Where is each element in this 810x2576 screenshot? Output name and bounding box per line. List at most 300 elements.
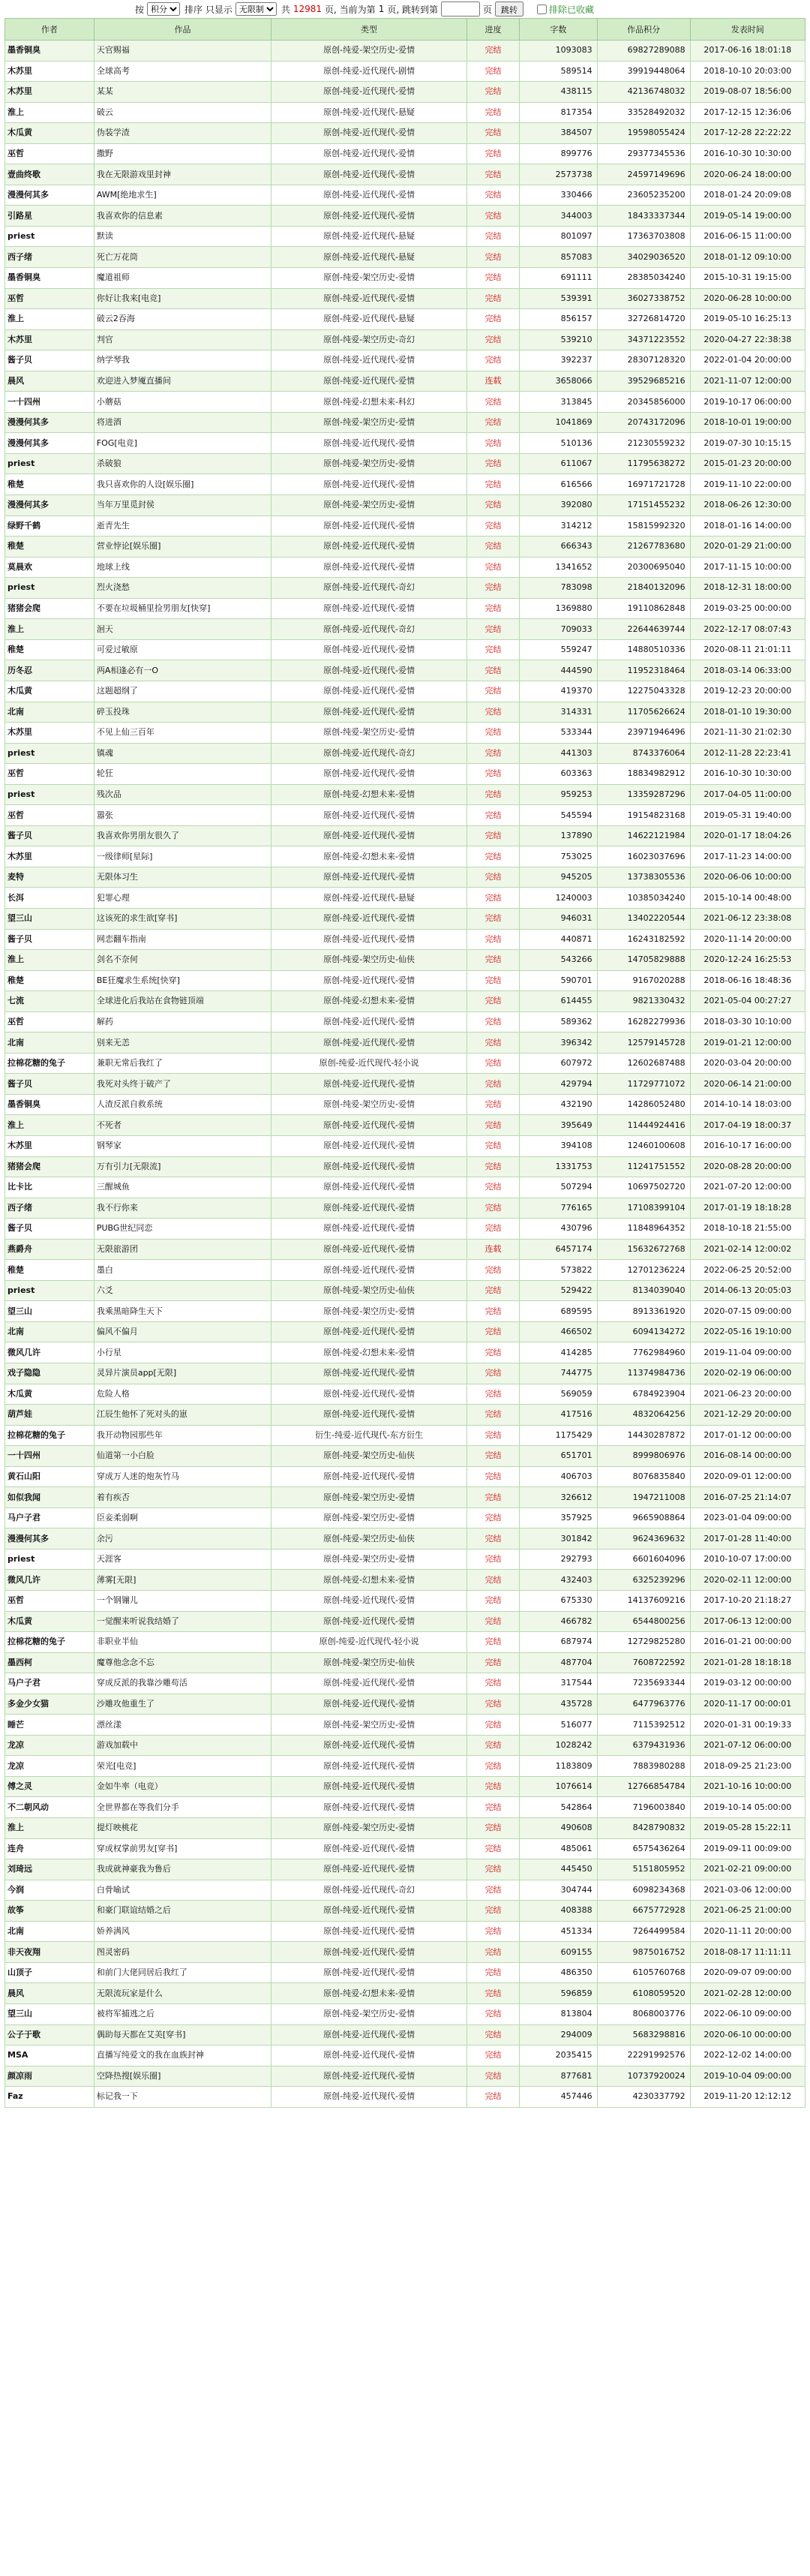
title-link[interactable]: BE狂魔求生系统[快穿] [94, 970, 271, 991]
published-cell: 2021-06-23 20:00:00 [690, 1384, 805, 1405]
wordcount-cell: 510136 [520, 433, 598, 454]
current-page: 1 [378, 4, 385, 14]
table-row [5, 309, 806, 330]
published-cell: 2021-05-04 00:27:27 [690, 991, 805, 1012]
author-link[interactable]: 巫哲 [5, 288, 94, 309]
published-cell: 2016-10-17 16:00:00 [690, 1135, 805, 1156]
table-row [5, 1507, 806, 1528]
author-link[interactable]: 今润 [5, 1880, 94, 1901]
author-link[interactable]: 漫漫何其多 [5, 412, 94, 433]
title-link[interactable]: 魔道祖师 [94, 268, 271, 289]
author-link[interactable]: 木瓜黄 [5, 681, 94, 702]
title-link[interactable]: 嚣张 [94, 805, 271, 826]
title-link[interactable]: 江辰生他怀了死对头的崽 [94, 1405, 271, 1426]
title-link[interactable]: 小蘑菇 [94, 392, 271, 413]
author-link[interactable]: 巫哲 [5, 805, 94, 826]
title-link[interactable]: 不要在垃圾桶里捡男朋友[快穿] [94, 598, 271, 619]
author-link[interactable]: priest [5, 1280, 94, 1301]
published-cell: 2021-11-30 21:02:30 [690, 723, 805, 744]
author-link[interactable]: 拉棉花糖的兔子 [5, 1425, 94, 1446]
title-link[interactable]: 当年万里觅封侯 [94, 495, 271, 516]
wordcount-cell: 485061 [520, 1838, 598, 1859]
col-title[interactable]: 作品 [94, 19, 271, 41]
title-link[interactable]: 这题超纲了 [94, 681, 271, 702]
title-link[interactable]: 判官 [94, 329, 271, 350]
author-link[interactable]: MSA [5, 2045, 94, 2067]
author-link[interactable]: 燕爵舟 [5, 1239, 94, 1260]
author-link[interactable]: priest [5, 453, 94, 474]
title-link[interactable]: 天官赐福 [94, 41, 271, 62]
author-link[interactable]: 颜凉雨 [5, 2066, 94, 2087]
author-link[interactable]: 多金少女猫 [5, 1694, 94, 1715]
published-cell: 2016-06-15 11:00:00 [690, 226, 805, 247]
title-link[interactable]: 空降热搜[娱乐圈] [94, 2066, 271, 2087]
title-link[interactable]: 无限流玩家是什么 [94, 1983, 271, 2004]
table-row [5, 1859, 806, 1880]
author-link[interactable]: 稚楚 [5, 474, 94, 495]
title-link[interactable]: 地球上线 [94, 557, 271, 578]
author-link[interactable]: 龙凉 [5, 1735, 94, 1756]
type-cell: 原创-纯爱-近代现代-爱情 [272, 929, 467, 950]
title-link[interactable]: 破云2吞海 [94, 309, 271, 330]
wordcount-cell: 959253 [520, 784, 598, 805]
title-link[interactable]: 洄天 [94, 619, 271, 640]
title-link[interactable]: 我乘黑暗降生天下 [94, 1301, 271, 1322]
published-cell: 2020-01-31 00:19:33 [690, 1715, 805, 1736]
status-cell: 完结 [466, 888, 519, 909]
published-cell: 2021-02-21 09:00:00 [690, 1859, 805, 1880]
score-cell: 7883980288 [597, 1756, 690, 1777]
title-link[interactable]: 标记我一下 [94, 2087, 271, 2108]
author-link[interactable]: 非天夜翔 [5, 1942, 94, 1963]
title-link[interactable]: 欢迎进入梦魇直播间 [94, 371, 271, 392]
title-link[interactable]: 余污 [94, 1528, 271, 1550]
title-link[interactable]: 仙道第一小白脸 [94, 1446, 271, 1467]
title-link[interactable]: 一觉醒来听说我结婚了 [94, 1611, 271, 1632]
title-link[interactable]: 犯罪心理 [94, 888, 271, 909]
author-link[interactable]: 淮上 [5, 309, 94, 330]
type-cell: 原创-纯爱-近代现代-爱情 [272, 2087, 467, 2108]
author-link[interactable]: 木苏里 [5, 329, 94, 350]
title-link[interactable]: 游戏加载中 [94, 1735, 271, 1756]
author-link[interactable]: 历冬忍 [5, 660, 94, 681]
title-link[interactable]: 逝青先生 [94, 516, 271, 537]
table-row [5, 226, 806, 247]
col-score[interactable]: 作品积分 [597, 19, 690, 41]
col-status[interactable]: 进度 [466, 19, 519, 41]
author-link[interactable]: 酱子贝 [5, 929, 94, 950]
author-link[interactable]: priest [5, 226, 94, 247]
author-link[interactable]: 稚楚 [5, 1260, 94, 1281]
status-cell: 完结 [466, 1756, 519, 1777]
title-link[interactable]: 营业悖论[娱乐圈] [94, 537, 271, 558]
title-link[interactable]: 全世界都在等我们分手 [94, 1797, 271, 1818]
exclude-favorites[interactable] [537, 3, 594, 16]
score-cell: 7264499584 [597, 1921, 690, 1942]
author-link[interactable]: 连舟 [5, 1838, 94, 1859]
author-link[interactable]: 山顶子 [5, 1962, 94, 1983]
type-cell: 原创-纯爱-近代现代-爱情 [272, 1405, 467, 1426]
author-link[interactable]: 漫漫何其多 [5, 495, 94, 516]
wordcount-cell: 545594 [520, 805, 598, 826]
author-link[interactable]: 黄石山阳 [5, 1466, 94, 1487]
wordcount-cell: 330466 [520, 185, 598, 206]
author-link[interactable]: 北南 [5, 1033, 94, 1054]
table-row [5, 1033, 806, 1054]
wordcount-cell: 314212 [520, 516, 598, 537]
author-link[interactable]: 望三山 [5, 908, 94, 929]
title-link[interactable]: 轮狂 [94, 764, 271, 785]
title-link[interactable]: 纳学琴我 [94, 350, 271, 371]
wordcount-cell: 857083 [520, 247, 598, 268]
title-link[interactable]: 六爻 [94, 1280, 271, 1301]
title-link[interactable]: 网恋翻车指南 [94, 929, 271, 950]
title-link[interactable]: 我喜欢你男朋友很久了 [94, 825, 271, 846]
wordcount-cell: 406703 [520, 1466, 598, 1487]
author-link[interactable]: 晨风 [5, 371, 94, 392]
status-cell: 完结 [466, 908, 519, 929]
author-link[interactable]: 北南 [5, 1921, 94, 1942]
author-link[interactable]: 墨香铜臭 [5, 268, 94, 289]
published-cell: 2023-01-04 09:00:00 [690, 1507, 805, 1528]
author-link[interactable]: 故筝 [5, 1901, 94, 1922]
title-link[interactable]: 万有引力[无限流] [94, 1156, 271, 1177]
author-link[interactable]: 巫哲 [5, 143, 94, 164]
author-link[interactable]: 葫芦娃 [5, 1405, 94, 1426]
title-link[interactable]: 非职业半仙 [94, 1632, 271, 1653]
author-link[interactable]: 稚楚 [5, 970, 94, 991]
wordcount-cell: 451334 [520, 1921, 598, 1942]
table-row [5, 2003, 806, 2024]
title-link[interactable]: 全球高考 [94, 61, 271, 82]
col-wordcount[interactable]: 字数 [520, 19, 598, 41]
status-cell: 完结 [466, 537, 519, 558]
wordcount-cell: 137890 [520, 825, 598, 846]
title-link[interactable]: 碎玉投珠 [94, 702, 271, 723]
author-link[interactable]: 酱子贝 [5, 350, 94, 371]
status-cell: 完结 [466, 970, 519, 991]
title-link[interactable]: 无限体习生 [94, 867, 271, 888]
table-row [5, 764, 806, 785]
table-row [5, 660, 806, 681]
author-link[interactable]: 墨香铜臭 [5, 1094, 94, 1115]
type-cell: 原创-纯爱-架空历史-爱情 [272, 723, 467, 744]
author-link[interactable]: 莫晨欢 [5, 557, 94, 578]
author-link[interactable]: 傅之灵 [5, 1776, 94, 1797]
title-link[interactable]: 不死者 [94, 1115, 271, 1136]
title-link[interactable]: 一个钢镚儿 [94, 1591, 271, 1612]
title-link[interactable]: 我开动物园那些年 [94, 1425, 271, 1446]
author-link[interactable]: priest [5, 784, 94, 805]
title-link[interactable]: 你好让我来[电竞] [94, 288, 271, 309]
author-link[interactable]: 木苏里 [5, 846, 94, 867]
score-cell: 32726814720 [597, 309, 690, 330]
author-link[interactable]: 刘琦远 [5, 1859, 94, 1880]
published-cell: 2014-06-13 20:05:03 [690, 1280, 805, 1301]
author-link[interactable]: priest [5, 578, 94, 599]
author-link[interactable]: 木苏里 [5, 1135, 94, 1156]
title-link[interactable]: 一级律师[星际] [94, 846, 271, 867]
title-link[interactable]: 着有疾否 [94, 1487, 271, 1508]
title-link[interactable]: 我成就神豪我为鲁后 [94, 1859, 271, 1880]
title-link[interactable]: 剑名不奈何 [94, 950, 271, 971]
author-link[interactable]: 戏子隐隐 [5, 1363, 94, 1384]
title-link[interactable]: 两A相逢必有一O [94, 660, 271, 681]
wordcount-cell: 408388 [520, 1901, 598, 1922]
type-cell: 原创-纯爱-架空历史-爱情 [272, 453, 467, 474]
wordcount-cell: 444590 [520, 660, 598, 681]
author-link[interactable]: 望三山 [5, 1301, 94, 1322]
author-link[interactable]: 公子于歌 [5, 2024, 94, 2045]
type-cell: 原创-纯爱-近代现代-爱情 [272, 1260, 467, 1281]
title-link[interactable]: 直播写纯爱文的我在血族封神 [94, 2045, 271, 2067]
title-link[interactable]: 某某 [94, 82, 271, 103]
author-link[interactable]: 墨香铜臭 [5, 41, 94, 62]
status-cell: 完结 [466, 392, 519, 413]
published-cell: 2018-08-17 11:11:11 [690, 1942, 805, 1963]
author-link[interactable]: 马户子君 [5, 1673, 94, 1694]
table-row [5, 1652, 806, 1673]
status-cell: 完结 [466, 1797, 519, 1818]
score-cell: 7235693344 [597, 1673, 690, 1694]
author-link[interactable]: 西子绪 [5, 247, 94, 268]
title-link[interactable]: 全球进化后我站在食物链顶端 [94, 991, 271, 1012]
title-link[interactable]: 和前门大佬同居后我红了 [94, 1962, 271, 1983]
author-link[interactable]: 稚楚 [5, 537, 94, 558]
wordcount-cell: 877681 [520, 2066, 598, 2087]
author-link[interactable]: 微风几许 [5, 1570, 94, 1591]
title-link[interactable]: 魔尊他念念不忘 [94, 1652, 271, 1673]
author-link[interactable]: 不二朝风动 [5, 1797, 94, 1818]
author-link[interactable]: 木苏里 [5, 61, 94, 82]
table-row [5, 495, 806, 516]
title-link[interactable]: 穿成反派的我靠沙雕苟活 [94, 1673, 271, 1694]
table-row [5, 1611, 806, 1632]
author-link[interactable]: 淮上 [5, 1818, 94, 1839]
wordcount-cell: 3658066 [520, 371, 598, 392]
published-cell: 2019-09-11 00:09:00 [690, 1838, 805, 1859]
author-link[interactable]: 猪猪会爬 [5, 598, 94, 619]
wordcount-cell: 899776 [520, 143, 598, 164]
type-cell: 原创-纯爱-近代现代-爱情 [272, 123, 467, 144]
author-link[interactable]: 酱子贝 [5, 1074, 94, 1095]
wordcount-cell: 1076614 [520, 1776, 598, 1797]
title-link[interactable]: 金如牛率（电竞） [94, 1776, 271, 1797]
title-link[interactable]: 默读 [94, 226, 271, 247]
author-link[interactable]: 巫哲 [5, 764, 94, 785]
author-link[interactable]: 漫漫何其多 [5, 1528, 94, 1550]
title-link[interactable]: 无限旅游团 [94, 1239, 271, 1260]
title-link[interactable]: 撒野 [94, 143, 271, 164]
author-link[interactable]: 酱子贝 [5, 825, 94, 846]
author-link[interactable]: 拉棉花糖的兔子 [5, 1053, 94, 1074]
title-link[interactable]: 破云 [94, 102, 271, 123]
author-link[interactable]: priest [5, 743, 94, 764]
jump-button[interactable]: 跳转 [495, 2, 524, 17]
title-link[interactable]: 偶助每天都在艾美[穿书] [94, 2024, 271, 2045]
title-link[interactable]: 残次品 [94, 784, 271, 805]
status-cell: 完结 [466, 1611, 519, 1632]
author-link[interactable]: 七流 [5, 991, 94, 1012]
title-link[interactable]: 穿成权掌前男友[穿书] [94, 1838, 271, 1859]
author-link[interactable]: 壹曲终歌 [5, 164, 94, 185]
author-link[interactable]: 望三山 [5, 2003, 94, 2024]
title-link[interactable]: 这该死的求生欲[穿书] [94, 908, 271, 929]
title-link[interactable]: 别来无恙 [94, 1033, 271, 1054]
title-link[interactable]: 兼职无常后我红了 [94, 1053, 271, 1074]
table-row [5, 1466, 806, 1487]
author-link[interactable]: 龙凉 [5, 1756, 94, 1777]
author-link[interactable]: 木苏里 [5, 723, 94, 744]
score-cell: 12766854784 [597, 1776, 690, 1797]
title-link[interactable]: PUBG世纪同恋 [94, 1219, 271, 1240]
title-link[interactable]: 伪装学渣 [94, 123, 271, 144]
wordcount-cell: 1183809 [520, 1756, 598, 1777]
author-link[interactable]: 淮上 [5, 102, 94, 123]
score-cell: 24597149696 [597, 164, 690, 185]
author-link[interactable]: 引路星 [5, 206, 94, 227]
title-link[interactable]: 我不行你来 [94, 1198, 271, 1219]
score-cell: 11374984736 [597, 1363, 690, 1384]
author-link[interactable]: 稚楚 [5, 639, 94, 660]
author-link[interactable]: 淮上 [5, 1115, 94, 1136]
status-cell: 完结 [466, 846, 519, 867]
title-link[interactable]: 烈火浇愁 [94, 578, 271, 599]
title-link[interactable]: 天涯客 [94, 1549, 271, 1570]
author-link[interactable]: 如似我闻 [5, 1487, 94, 1508]
wordcount-cell: 432190 [520, 1094, 598, 1115]
author-link[interactable]: 淮上 [5, 619, 94, 640]
title-link[interactable]: 娇养满风 [94, 1921, 271, 1942]
author-link[interactable]: 比卡比 [5, 1177, 94, 1198]
author-link[interactable]: 晨风 [5, 1983, 94, 2004]
title-link[interactable]: 灵异片演员app[无限] [94, 1363, 271, 1384]
author-link[interactable]: 北南 [5, 702, 94, 723]
title-link[interactable]: 图灵密码 [94, 1942, 271, 1963]
status-cell: 完结 [466, 1405, 519, 1426]
title-link[interactable]: 我在无限游戏里封神 [94, 164, 271, 185]
author-link[interactable]: 麦特 [5, 867, 94, 888]
col-published[interactable]: 发表时间 [690, 19, 805, 41]
table-row [5, 888, 806, 909]
score-cell: 21840132096 [597, 578, 690, 599]
author-link[interactable]: 微风几许 [5, 1342, 94, 1363]
title-link[interactable]: 人渣反派自救系统 [94, 1094, 271, 1115]
jump-page-input[interactable] [441, 2, 480, 17]
wordcount-cell: 1175429 [520, 1425, 598, 1446]
title-link[interactable]: 解药 [94, 1011, 271, 1033]
author-link[interactable]: 一十四州 [5, 392, 94, 413]
type-cell: 原创-纯爱-幻想未来-爱情 [272, 1570, 467, 1591]
status-cell: 完结 [466, 1219, 519, 1240]
author-link[interactable]: 巫哲 [5, 1591, 94, 1612]
title-link[interactable]: 将进酒 [94, 412, 271, 433]
title-link[interactable]: 我只喜欢你的人设[娱乐圈] [94, 474, 271, 495]
wordcount-cell: 539391 [520, 288, 598, 309]
type-cell: 原创-纯爱-近代现代-爱情 [272, 1921, 467, 1942]
title-link[interactable]: 提灯映桃花 [94, 1818, 271, 1839]
title-link[interactable]: 危险人格 [94, 1384, 271, 1405]
title-link[interactable]: 被将军捕逃之后 [94, 2003, 271, 2024]
title-link[interactable]: 镇魂 [94, 743, 271, 764]
col-type[interactable]: 类型 [272, 19, 467, 41]
title-link[interactable]: 我死对头终于破产了 [94, 1074, 271, 1095]
title-link[interactable]: 小行星 [94, 1342, 271, 1363]
author-link[interactable]: 睡芒 [5, 1715, 94, 1736]
table-row [5, 433, 806, 454]
title-link[interactable]: 荣光[电竞] [94, 1756, 271, 1777]
wordcount-cell: 516077 [520, 1715, 598, 1736]
col-author[interactable]: 作者 [5, 19, 94, 41]
title-link[interactable]: AWM[绝地求生] [94, 185, 271, 206]
author-link[interactable]: 绿野千鹤 [5, 516, 94, 537]
published-cell: 2020-06-06 10:00:00 [690, 867, 805, 888]
type-cell: 原创-纯爱-近代现代-爱情 [272, 164, 467, 185]
table-row [5, 1280, 806, 1301]
score-cell: 14880510336 [597, 639, 690, 660]
filter-select[interactable] [236, 2, 277, 16]
title-link[interactable]: 薄雾[无限] [94, 1570, 271, 1591]
author-link[interactable]: 漫漫何其多 [5, 433, 94, 454]
author-link[interactable]: 漫漫何其多 [5, 185, 94, 206]
status-cell: 完结 [466, 681, 519, 702]
title-link[interactable]: 我喜欢你的信息素 [94, 206, 271, 227]
score-cell: 6477963776 [597, 1694, 690, 1715]
score-cell: 13738305536 [597, 867, 690, 888]
author-link[interactable]: 猪猪会爬 [5, 1156, 94, 1177]
sort-select[interactable] [147, 2, 180, 16]
author-link[interactable]: 墨西柯 [5, 1652, 94, 1673]
title-link[interactable]: 白骨喻试 [94, 1880, 271, 1901]
author-link[interactable]: 淮上 [5, 950, 94, 971]
author-link[interactable]: 拉棉花糖的兔子 [5, 1632, 94, 1653]
author-link[interactable]: 巫哲 [5, 1011, 94, 1033]
author-link[interactable]: 北南 [5, 1321, 94, 1342]
author-link[interactable]: 长洱 [5, 888, 94, 909]
title-link[interactable]: 墨白 [94, 1260, 271, 1281]
published-cell: 2019-11-20 12:12:12 [690, 2087, 805, 2108]
author-link[interactable]: Faz [5, 2087, 94, 2108]
author-link[interactable]: 木苏里 [5, 82, 94, 103]
author-link[interactable]: 木瓜黄 [5, 1611, 94, 1632]
title-link[interactable]: 不见上仙三百年 [94, 723, 271, 744]
author-link[interactable]: 酱子贝 [5, 1219, 94, 1240]
title-link[interactable]: 三醒城鱼 [94, 1177, 271, 1198]
published-cell: 2017-01-12 00:00:00 [690, 1425, 805, 1446]
title-link[interactable]: 沙雕攻他重生了 [94, 1694, 271, 1715]
title-link[interactable]: 穿成万人迷的炮灰竹马 [94, 1466, 271, 1487]
author-link[interactable]: 木瓜黄 [5, 123, 94, 144]
author-link[interactable]: 一十四州 [5, 1446, 94, 1467]
title-link[interactable]: 漂丝漾 [94, 1715, 271, 1736]
title-link[interactable]: 和豪门联谊结婚之后 [94, 1901, 271, 1922]
title-link[interactable]: 死亡万花筒 [94, 247, 271, 268]
title-link[interactable]: 可爱过敏原 [94, 639, 271, 660]
title-link[interactable]: 杀破狼 [94, 453, 271, 474]
author-link[interactable]: priest [5, 1549, 94, 1570]
author-link[interactable]: 马户子君 [5, 1507, 94, 1528]
title-link[interactable]: 偏风不偏月 [94, 1321, 271, 1342]
author-link[interactable]: 木瓜黄 [5, 1384, 94, 1405]
type-cell: 原创-纯爱-近代现代-爱情 [272, 598, 467, 619]
exclude-favorites-checkbox[interactable] [537, 5, 547, 14]
type-cell: 原创-纯爱-近代现代-爱情 [272, 1838, 467, 1859]
title-link[interactable]: FOG[电竞] [94, 433, 271, 454]
title-link[interactable]: 钢琴家 [94, 1135, 271, 1156]
author-link[interactable]: 西子绪 [5, 1198, 94, 1219]
published-cell: 2020-01-17 18:04:26 [690, 825, 805, 846]
title-link[interactable]: 臣妾柔弱啊 [94, 1507, 271, 1528]
